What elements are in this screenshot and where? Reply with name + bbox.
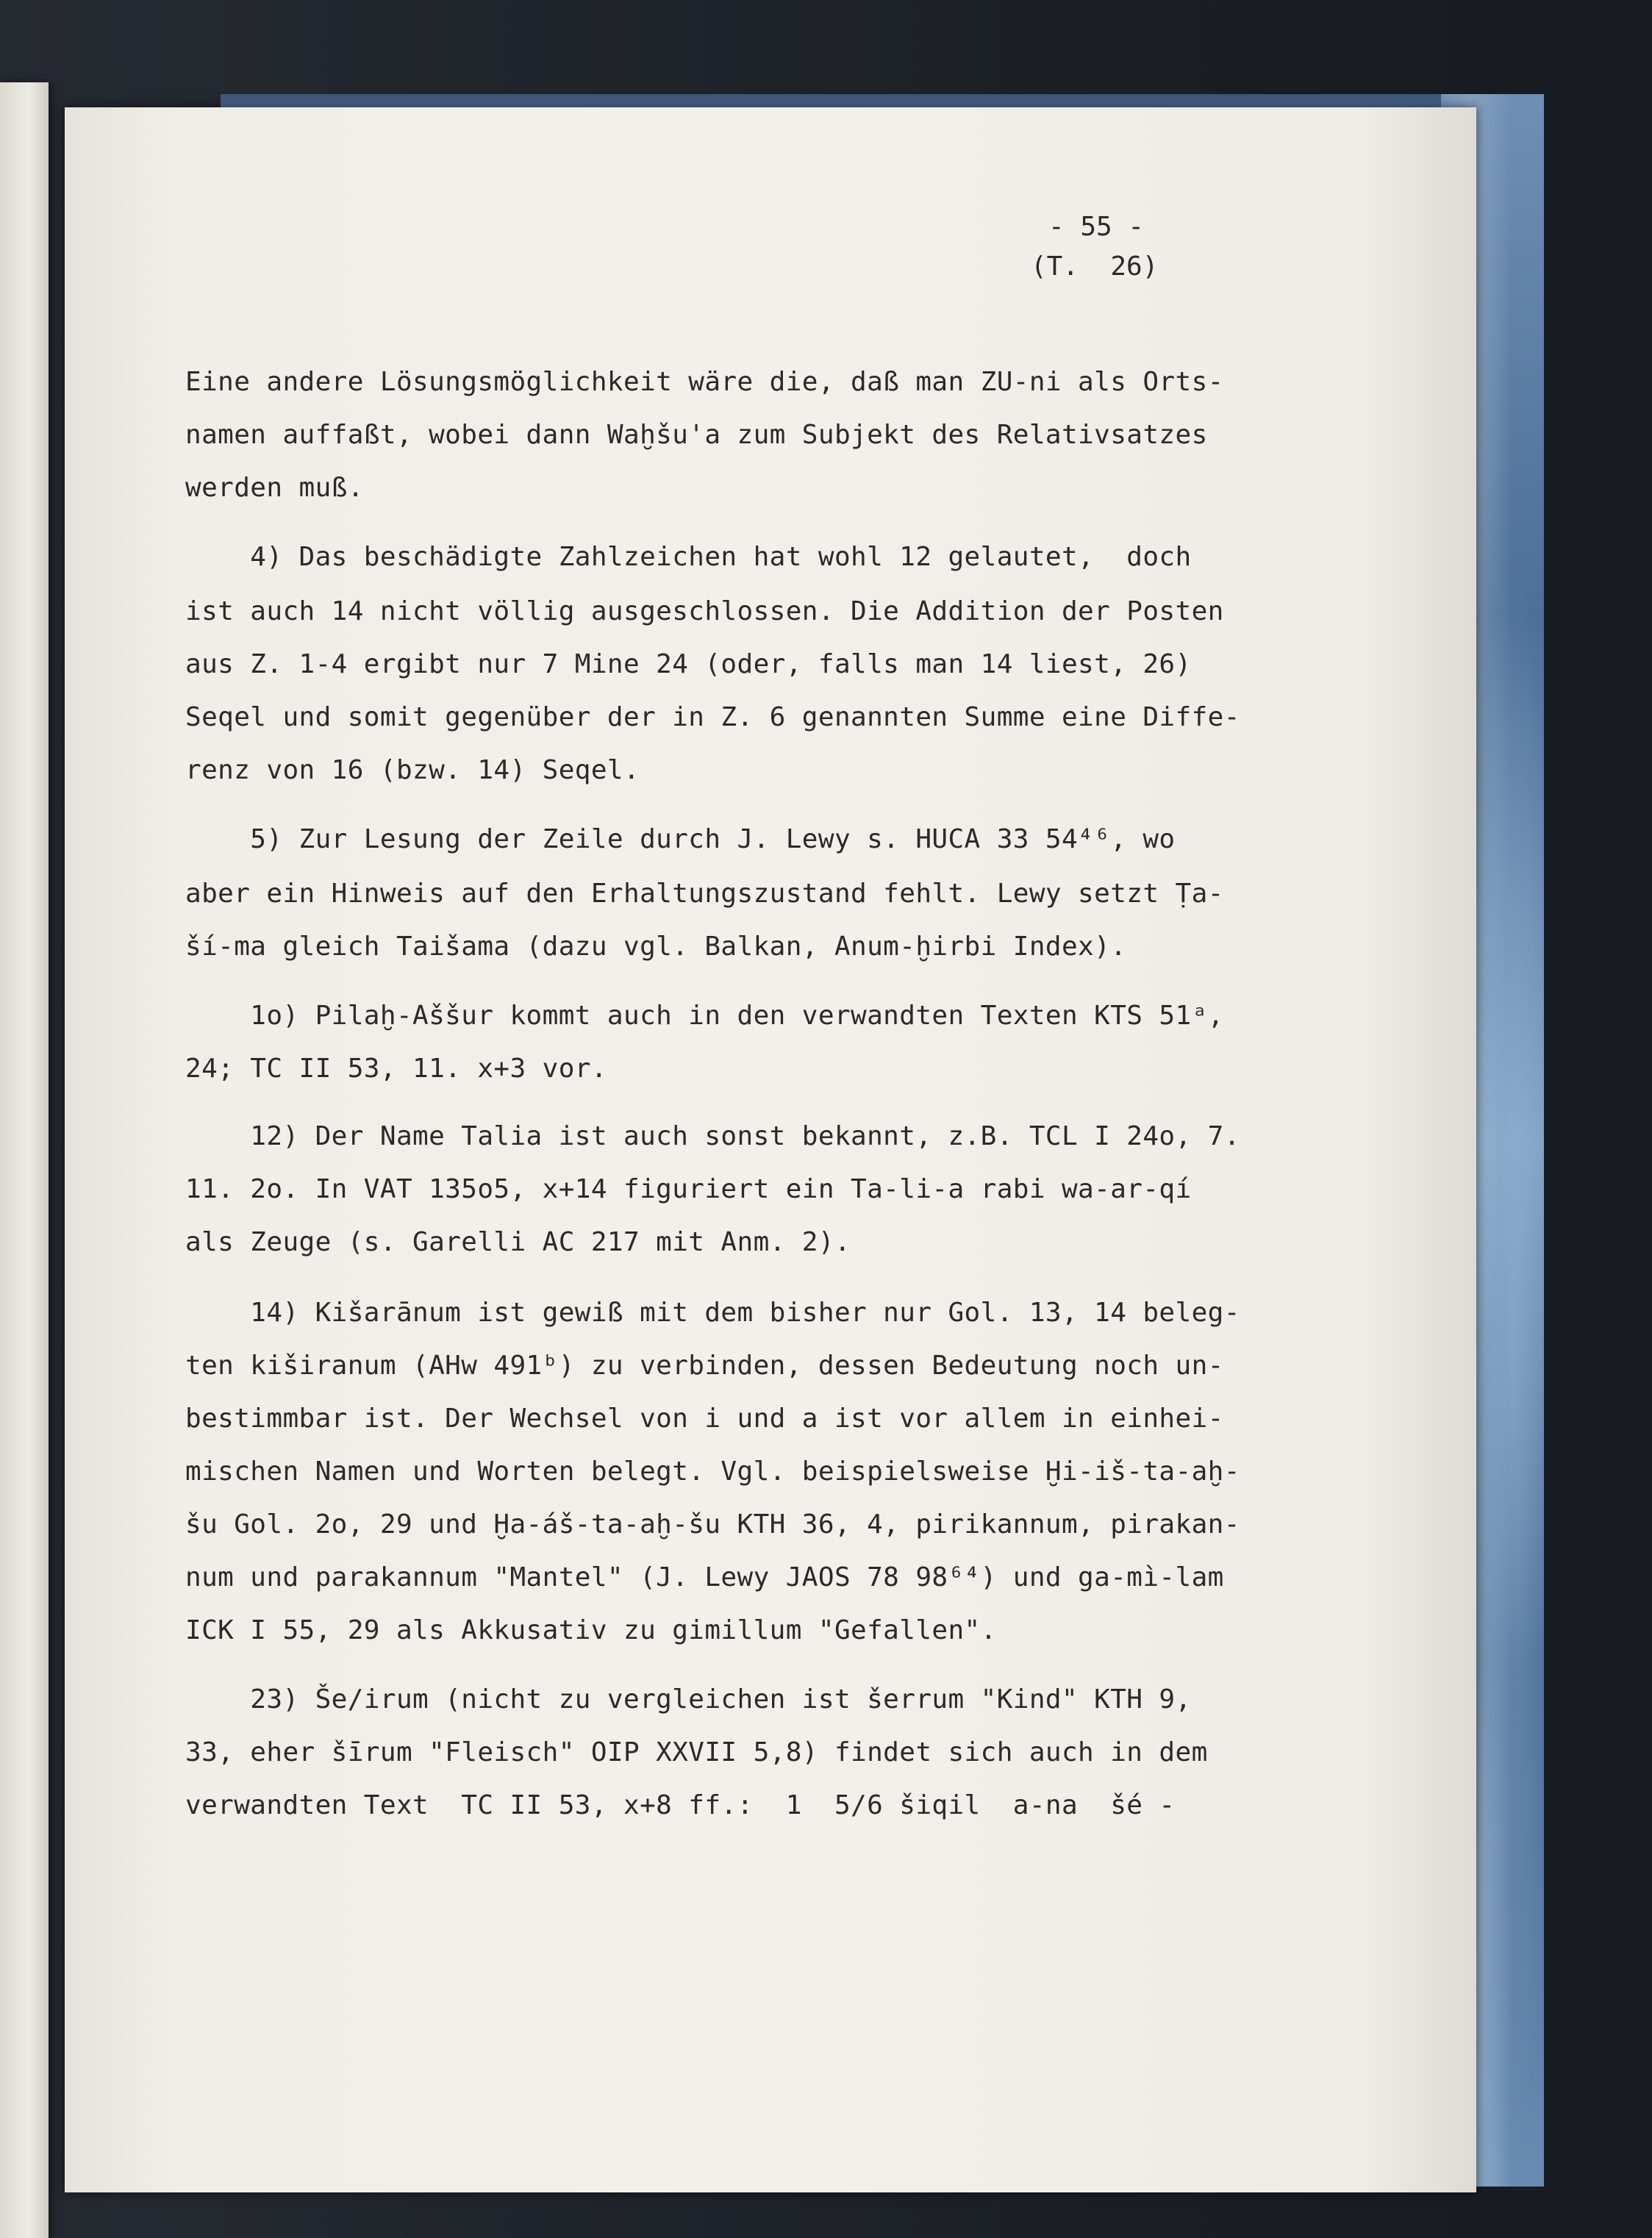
text-line: ICK I 55, 29 als Akkusativ zu gimillum "Gefallen".: [185, 1615, 997, 1645]
text-line: Eine andere Lösungsmöglichkeit wäre die, daß man ZU-ni als Orts-: [185, 367, 1224, 397]
text-line: als Zeuge (s. Garelli AC 217 mit Anm. 2).: [185, 1227, 851, 1257]
text-line: mischen Namen und Worten belegt. Vgl. beispielsweise Ḫi-iš-ta-aḫ-: [185, 1456, 1240, 1487]
text-line: verwandten Text TC II 53, x+8 ff.: 1 5/6 šiqil a-na šé -: [185, 1790, 1176, 1820]
text-line: 12) Der Name Talia ist auch sonst bekannt, z.B. TCL I 24o, 7.: [185, 1121, 1240, 1151]
text-line: Seqel und somit gegenüber der in Z. 6 genannten Summe eine Diffe-: [185, 702, 1240, 732]
text-line: 14) Kišarānum ist gewiß mit dem bisher nur Gol. 13, 14 beleg-: [185, 1298, 1240, 1328]
text-line: ší-ma gleich Taišama (dazu vgl. Balkan, Anum-ḫirbi Index).: [185, 932, 1127, 962]
document-page: [65, 107, 1476, 2192]
text-line: 5) Zur Lesung der Zeile durch J. Lewy s. HUCA 33 54⁴⁶, wo: [185, 824, 1176, 854]
text-line: 11. 2o. In VAT 135o5, x+14 figuriert ein Ta-li-a rabi wa-ar-qí: [185, 1174, 1192, 1204]
tablet-reference: (T. 26): [1031, 251, 1159, 282]
text-line: 4) Das beschädigte Zahlzeichen hat wohl 12 gelautet, doch: [185, 542, 1192, 572]
text-line: 23) Še/irum (nicht zu vergleichen ist šerrum "Kind" KTH 9,: [185, 1684, 1192, 1715]
text-line: 24; TC II 53, 11. x+3 vor.: [185, 1054, 607, 1084]
text-line: 1o) Pilaḫ-Aššur kommt auch in den verwandten Texten KTS 51ᵃ,: [185, 1001, 1224, 1031]
text-line: ten kiširanum (AHw 491ᵇ) zu verbinden, dessen Bedeutung noch un-: [185, 1351, 1224, 1381]
text-line: renz von 16 (bzw. 14) Seqel.: [185, 755, 640, 785]
text-line: aus Z. 1-4 ergibt nur 7 Mine 24 (oder, falls man 14 liest, 26): [185, 649, 1192, 679]
text-line: bestimmbar ist. Der Wechsel von i und a ist vor allem in einhei-: [185, 1404, 1224, 1434]
text-line: šu Gol. 2o, 29 und Ḫa-áš-ta-aḫ-šu KTH 36, 4, pirikannum, pirakan-: [185, 1509, 1240, 1540]
text-line: werden muß.: [185, 473, 364, 503]
text-line: aber ein Hinweis auf den Erhaltungszustand fehlt. Lewy setzt Ṭa-: [185, 879, 1224, 909]
left-page-edge: [0, 82, 49, 2238]
page-number: - 55 -: [1048, 212, 1145, 242]
text-line: namen auffaßt, wobei dann Waḫšu'a zum Subjekt des Relativsatzes: [185, 420, 1208, 450]
text-line: num und parakannum "Mantel" (J. Lewy JAOS 78 98⁶⁴) und ga-mì-lam: [185, 1562, 1224, 1592]
text-line: 33, eher šīrum "Fleisch" OIP XXVII 5,8) findet sich auch in dem: [185, 1737, 1208, 1767]
text-line: ist auch 14 nicht völlig ausgeschlossen. Die Addition der Posten: [185, 596, 1224, 626]
